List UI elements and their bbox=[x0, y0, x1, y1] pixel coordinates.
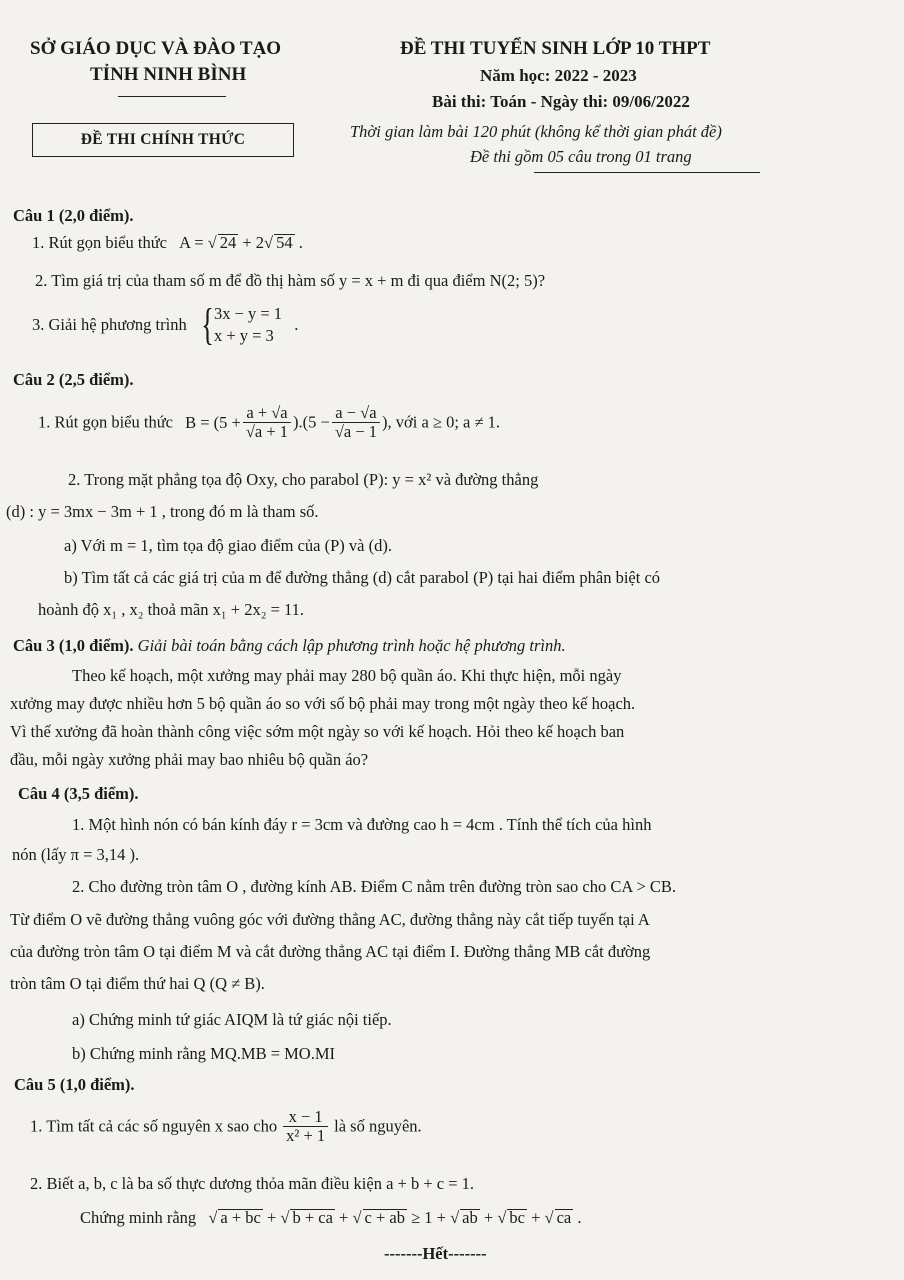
question-2-1-mid: ).(5 − bbox=[293, 412, 330, 432]
question-5-1-text: 1. Tìm tất cả các số nguyên x sao cho bbox=[30, 1116, 278, 1136]
question-2-1-text: 1. Rút gọn biểu thức bbox=[38, 412, 173, 432]
official-exam-box bbox=[32, 123, 294, 157]
question-1-3-end: . bbox=[294, 315, 299, 334]
question-2-1 bbox=[38, 404, 500, 441]
question-4-2-line-1: 2. Cho đường tròn tâm O , đường kính AB. Điểm C nằm trên đường tròn sao cho CA > CB. bbox=[72, 877, 677, 896]
question-5-2-prove-label: Chứng minh rằng bbox=[80, 1208, 197, 1227]
question-5-1-end: là số nguyên. bbox=[334, 1116, 422, 1136]
question-5-2-proof bbox=[80, 1208, 581, 1228]
sqrt-ab: ab bbox=[462, 1208, 478, 1227]
sqrt-b-ca: b + ca bbox=[292, 1208, 333, 1227]
question-2-2b-line-1: b) Tìm tất cả các giá trị của m để đường thẳng (d) cắt parabol (P) tại hai điểm phân biệt có bbox=[64, 568, 661, 587]
question-2-2-line-1: 2. Trong mặt phẳng tọa độ Oxy, cho parabol (P): y = x² và đường thẳng bbox=[68, 470, 539, 489]
question-4-2-line-4: tròn tâm O tại điểm thứ hai Q (Q ≠ B). bbox=[10, 974, 265, 993]
question-3-heading bbox=[13, 636, 566, 656]
question-1-1-text: 1. Rút gọn biểu thức bbox=[32, 233, 167, 252]
sqrt-c-ab: c + ab bbox=[364, 1208, 405, 1227]
question-2-2b-line-2: hoành độ x₁ , x₂ thoả mãn x₁ + 2x₂ = 11. bbox=[38, 600, 305, 619]
question-4-2-line-2: Từ điểm O vẽ đường thẳng vuông góc với đường thẳng AC, đường thẳng này cắt tiếp tuyến tại A bbox=[10, 910, 650, 929]
question-1-3-eq-2: x + y = 3 bbox=[213, 326, 274, 345]
question-4-1-line-1: 1. Một hình nón có bán kính đáy r = 3cm và đường cao h = 4cm . Tính thể tích của hình bbox=[72, 815, 652, 834]
question-3-line-3: Vì thế xưởng đã hoàn thành công việc sớm một ngày so với kế hoạch. Hỏi theo kế hoạch ban bbox=[10, 722, 625, 741]
fraction-2 bbox=[332, 404, 380, 441]
province-name: TỈNH NINH BÌNH bbox=[90, 64, 247, 85]
question-1-2: 2. Tìm giá trị của tham số m để đồ thị hàm số y = x + m đi qua điểm N(2; 5)? bbox=[35, 271, 546, 290]
question-5-2-end: . bbox=[577, 1208, 582, 1227]
question-2-1-end: ), với a ≥ 0; a ≠ 1. bbox=[382, 412, 501, 432]
exam-title: ĐỀ THI TUYỂN SINH LỚP 10 THPT bbox=[400, 38, 711, 59]
question-5-1 bbox=[30, 1108, 422, 1145]
question-1-1-expr-end: . bbox=[294, 233, 303, 252]
question-3-line-2: xưởng may được nhiều hơn 5 bộ quần áo so với số bộ phải may trong một ngày theo kế hoạch. bbox=[10, 694, 636, 713]
question-4-2b: b) Chứng minh rằng MQ.MB = MO.MI bbox=[72, 1044, 336, 1063]
question-3-line-1: Theo kế hoạch, một xưởng may phải may 280 bộ quần áo. Khi thực hiện, mỗi ngày bbox=[72, 666, 622, 685]
question-1-1-root-1: 24 bbox=[219, 233, 237, 252]
question-1-1-root-2: 54 bbox=[276, 233, 293, 252]
plus-sign: + bbox=[339, 1208, 349, 1227]
question-5-2: 2. Biết a, b, c là ba số thực dương thỏa mãn điều kiện a + b + c = 1. bbox=[30, 1174, 475, 1193]
plus-sign: + bbox=[483, 1208, 494, 1227]
fraction-1-numerator: a + √a bbox=[243, 404, 291, 423]
plus-sign: + bbox=[531, 1208, 541, 1227]
sqrt-ca: ca bbox=[556, 1208, 572, 1227]
department-name: SỞ GIÁO DỤC VÀ ĐÀO TẠO bbox=[30, 38, 282, 59]
school-year: Năm học: 2022 - 2023 bbox=[480, 66, 637, 85]
question-1-3-text: 3. Giải hệ phương trình bbox=[32, 315, 187, 334]
fraction-3-denominator: x² + 1 bbox=[286, 1126, 326, 1145]
question-3-title: Câu 3 (1,0 điểm). bbox=[13, 636, 134, 655]
question-2-2a: a) Với m = 1, tìm tọa độ giao điểm của (P) và (d). bbox=[64, 536, 392, 555]
question-2-title: Câu 2 (2,5 điểm). bbox=[13, 370, 134, 389]
question-4-2-line-3: của đường tròn tâm O tại điểm M và cắt đường thẳng AC tại điểm I. Đường thẳng MB cắt đường bbox=[10, 942, 651, 961]
question-1-1-expr-mid: + 2 bbox=[238, 233, 265, 252]
fraction-2-denominator: √a − 1 bbox=[334, 422, 378, 441]
question-1-title: Câu 1 (2,0 điểm). bbox=[13, 206, 134, 225]
question-1-3-eq-1: 3x − y = 1 bbox=[213, 304, 283, 323]
end-marker: -------Hết------- bbox=[384, 1244, 487, 1263]
question-5-title: Câu 5 (1,0 điểm). bbox=[14, 1075, 135, 1094]
fraction-3-numerator: x − 1 bbox=[283, 1108, 328, 1127]
fraction-3 bbox=[283, 1108, 328, 1145]
question-3-line-4: đầu, mỗi ngày xưởng phải may bao nhiêu bộ quần áo? bbox=[10, 750, 369, 769]
question-2-1-b: B = (5 + bbox=[185, 412, 241, 432]
plus-sign: + bbox=[266, 1208, 277, 1227]
question-1-3: 3. Giải hệ phương trình { 3x − y = 1 x + y = 3 . bbox=[32, 300, 299, 349]
question-1-1 bbox=[32, 233, 303, 253]
question-4-1-line-2: nón (lấy π = 3,14 ). bbox=[12, 845, 140, 864]
exam-subject-date: Bài thi: Toán - Ngày thi: 09/06/2022 bbox=[432, 92, 690, 111]
sqrt-a-bc: a + bc bbox=[220, 1208, 261, 1227]
header-underline-right bbox=[534, 172, 760, 173]
sqrt-bc: bc bbox=[509, 1208, 525, 1227]
question-4-title: Câu 4 (3,5 điểm). bbox=[18, 784, 139, 803]
fraction-2-numerator: a − √a bbox=[332, 404, 380, 423]
fraction-1 bbox=[243, 404, 291, 441]
exam-duration: Thời gian làm bài 120 phút (không kể thời gian phát đề) bbox=[350, 122, 722, 141]
header-underline-left bbox=[118, 96, 226, 97]
question-1-1-expr-a: A = bbox=[179, 233, 208, 252]
question-3-subtitle: Giải bài toán bằng cách lập phương trình hoặc hệ phương trình. bbox=[137, 636, 566, 655]
question-2-2-line-2: (d) : y = 3mx − 3m + 1 , trong đó m là tham số. bbox=[6, 502, 319, 521]
fraction-1-denominator: √a + 1 bbox=[245, 422, 289, 441]
official-exam-label: ĐỀ THI CHÍNH THỨC bbox=[80, 131, 246, 148]
question-5-2-ge: ≥ 1 + bbox=[411, 1208, 446, 1227]
question-4-2a: a) Chứng minh tứ giác AIQM là tứ giác nội tiếp. bbox=[72, 1010, 392, 1029]
exam-page-count: Đề thi gồm 05 câu trong 01 trang bbox=[470, 147, 692, 166]
